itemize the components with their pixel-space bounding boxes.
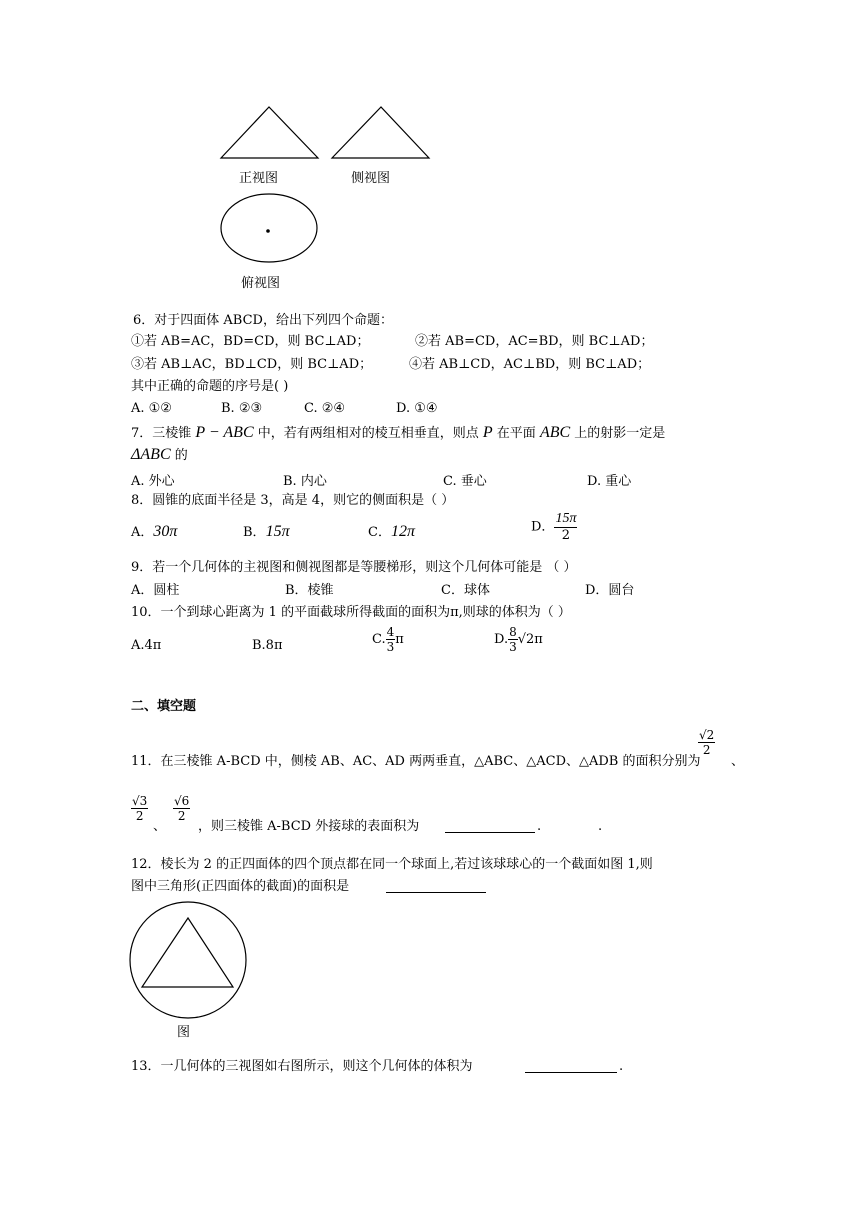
q8-stem: 8．圆锥的底面半径是 3，高是 4，则它的侧面积是（ ） bbox=[131, 493, 455, 508]
q11-fraction-2: $\frac{√3}{2}$ bbox=[132, 794, 148, 823]
q6-stem: 6．对于四面体 ABCD，给出下列四个命题： bbox=[133, 313, 393, 328]
q6-option-c: C. ②④ bbox=[304, 401, 346, 416]
q8-option-a-value: 30π bbox=[153, 523, 178, 540]
q8-option-b: B．15π bbox=[243, 523, 290, 540]
q13-stem: 13．一几何体的三视图如右图所示，则这个几何体的体积为 bbox=[131, 1059, 473, 1074]
q12-line2: 图中三角形(正四面体的截面)的面积是 bbox=[131, 879, 350, 894]
q7-triangle: ΔABC bbox=[131, 446, 171, 463]
q6-option-a: A. ①② bbox=[131, 401, 172, 416]
q6-option-d: D. ①④ bbox=[396, 401, 438, 416]
q10-option-a: A.4π bbox=[131, 638, 162, 653]
q11-end-period-2: . bbox=[598, 819, 603, 834]
q7-option-a: A. 外心 bbox=[131, 474, 175, 489]
q7-option-c: C. 垂心 bbox=[443, 474, 487, 489]
q7-point-p: P bbox=[482, 424, 493, 441]
q10-option-b: B.8π bbox=[252, 638, 283, 653]
q9-option-d: D．圆台 bbox=[585, 583, 635, 598]
q7-mid1: 中，若有两组相对的棱互相垂直，则点 bbox=[253, 426, 483, 441]
top-view-ellipse bbox=[220, 193, 320, 265]
q9-option-b: B．棱锥 bbox=[285, 583, 334, 598]
q8-option-a: A．30π bbox=[131, 523, 178, 540]
q8-option-c-value: 12π bbox=[390, 523, 415, 540]
q6-proposition-3: ③若 AB⊥AC，BD⊥CD，则 BC⊥AD； bbox=[131, 357, 373, 372]
q6-ask: 其中正确的命题的序号是( ) bbox=[131, 379, 289, 394]
q10-option-c-fraction: $\frac{4}{3}$ bbox=[386, 625, 395, 654]
q11-end-period: . bbox=[537, 819, 542, 834]
q9-option-c: C．球体 bbox=[441, 583, 490, 598]
side-view-caption: 侧视图 bbox=[351, 171, 391, 186]
q10-option-c: C. $\frac{4}{3}$ π bbox=[372, 625, 404, 654]
q11-fraction-3: $\frac{√6}{2}$ bbox=[174, 794, 190, 823]
q7-option-d: D. 重心 bbox=[587, 474, 632, 489]
q13-answer-blank bbox=[525, 1058, 617, 1077]
q12-line1: 12．棱长为 2 的正四面体的四个顶点都在同一个球面上,若过该球球心的一个截面如图 1,则 bbox=[131, 857, 653, 872]
front-view-caption: 正视图 bbox=[239, 171, 279, 186]
q11-line1: 11．在三棱锥 A-BCD 中，侧棱 AB、AC、AD 两两垂直，△ABC、△ACD、△ADB 的面积分别为 bbox=[131, 754, 701, 769]
q13-end-period: . bbox=[619, 1059, 624, 1074]
q9-stem: 9．若一个几何体的主视图和侧视图都是等腰梯形，则这个几何体可能是 （ ） bbox=[131, 560, 577, 575]
q12-circle-triangle-figure bbox=[128, 904, 250, 1016]
q11-separator-1: 、 bbox=[731, 754, 745, 769]
q11-answer-blank bbox=[445, 818, 535, 837]
q10-option-d-fraction: $\frac{8}{3}$ bbox=[509, 625, 517, 654]
section-heading-fill-in: 二、填空题 bbox=[131, 699, 197, 714]
q7-tail: 的 bbox=[170, 448, 188, 463]
q12-figure-caption: 图 bbox=[177, 1025, 191, 1040]
q7-option-b: B. 内心 bbox=[283, 474, 327, 489]
q7-plane-abc: ABC bbox=[539, 424, 571, 441]
q7-stem bbox=[131, 424, 665, 442]
q10-stem: 10．一个到球心距离为 1 的平面截球所得截面的面积为π,则球的体积为（ ） bbox=[131, 605, 571, 620]
q9-option-a: A．圆柱 bbox=[131, 583, 180, 598]
q6-proposition-2: ②若 AB=CD，AC=BD，则 BC⊥AD； bbox=[415, 334, 654, 349]
q11-separator-2: 、 bbox=[153, 819, 167, 834]
q8-option-b-value: 15π bbox=[265, 523, 290, 540]
q7-stem-line2 bbox=[131, 446, 188, 464]
top-view-caption: 俯视图 bbox=[241, 276, 281, 291]
q6-proposition-4: ④若 AB⊥CD，AC⊥BD，则 BC⊥AD； bbox=[409, 357, 651, 372]
q11-line2: ，则三棱锥 A-BCD 外接球的表面积为 bbox=[198, 819, 420, 834]
q8-option-c: C．12π bbox=[368, 523, 415, 540]
center-dot bbox=[266, 229, 270, 233]
side-view-triangle bbox=[331, 106, 431, 160]
q7-mid2: 在平面 bbox=[492, 426, 540, 441]
q10-option-d: D. $\frac{8}{3}$ √2π bbox=[494, 625, 543, 654]
q6-proposition-1: ①若 AB=AC，BD=CD，则 BC⊥AD； bbox=[131, 334, 370, 349]
q7-prefix: 7．三棱锥 bbox=[131, 426, 196, 441]
q12-answer-blank bbox=[386, 878, 486, 897]
q8-option-d-fraction: $\frac{15\pi}{2}$ bbox=[555, 511, 577, 543]
q6-option-b: B. ②③ bbox=[221, 401, 263, 416]
front-view-triangle bbox=[220, 106, 320, 160]
q7-expr: P − ABC bbox=[195, 424, 254, 441]
q11-fraction-1: $\frac{√2}{2}$ bbox=[699, 728, 715, 757]
q8-option-d: D． $\frac{15\pi}{2}$ bbox=[531, 511, 577, 543]
q7-mid3: 上的射影一定是 bbox=[570, 426, 666, 441]
